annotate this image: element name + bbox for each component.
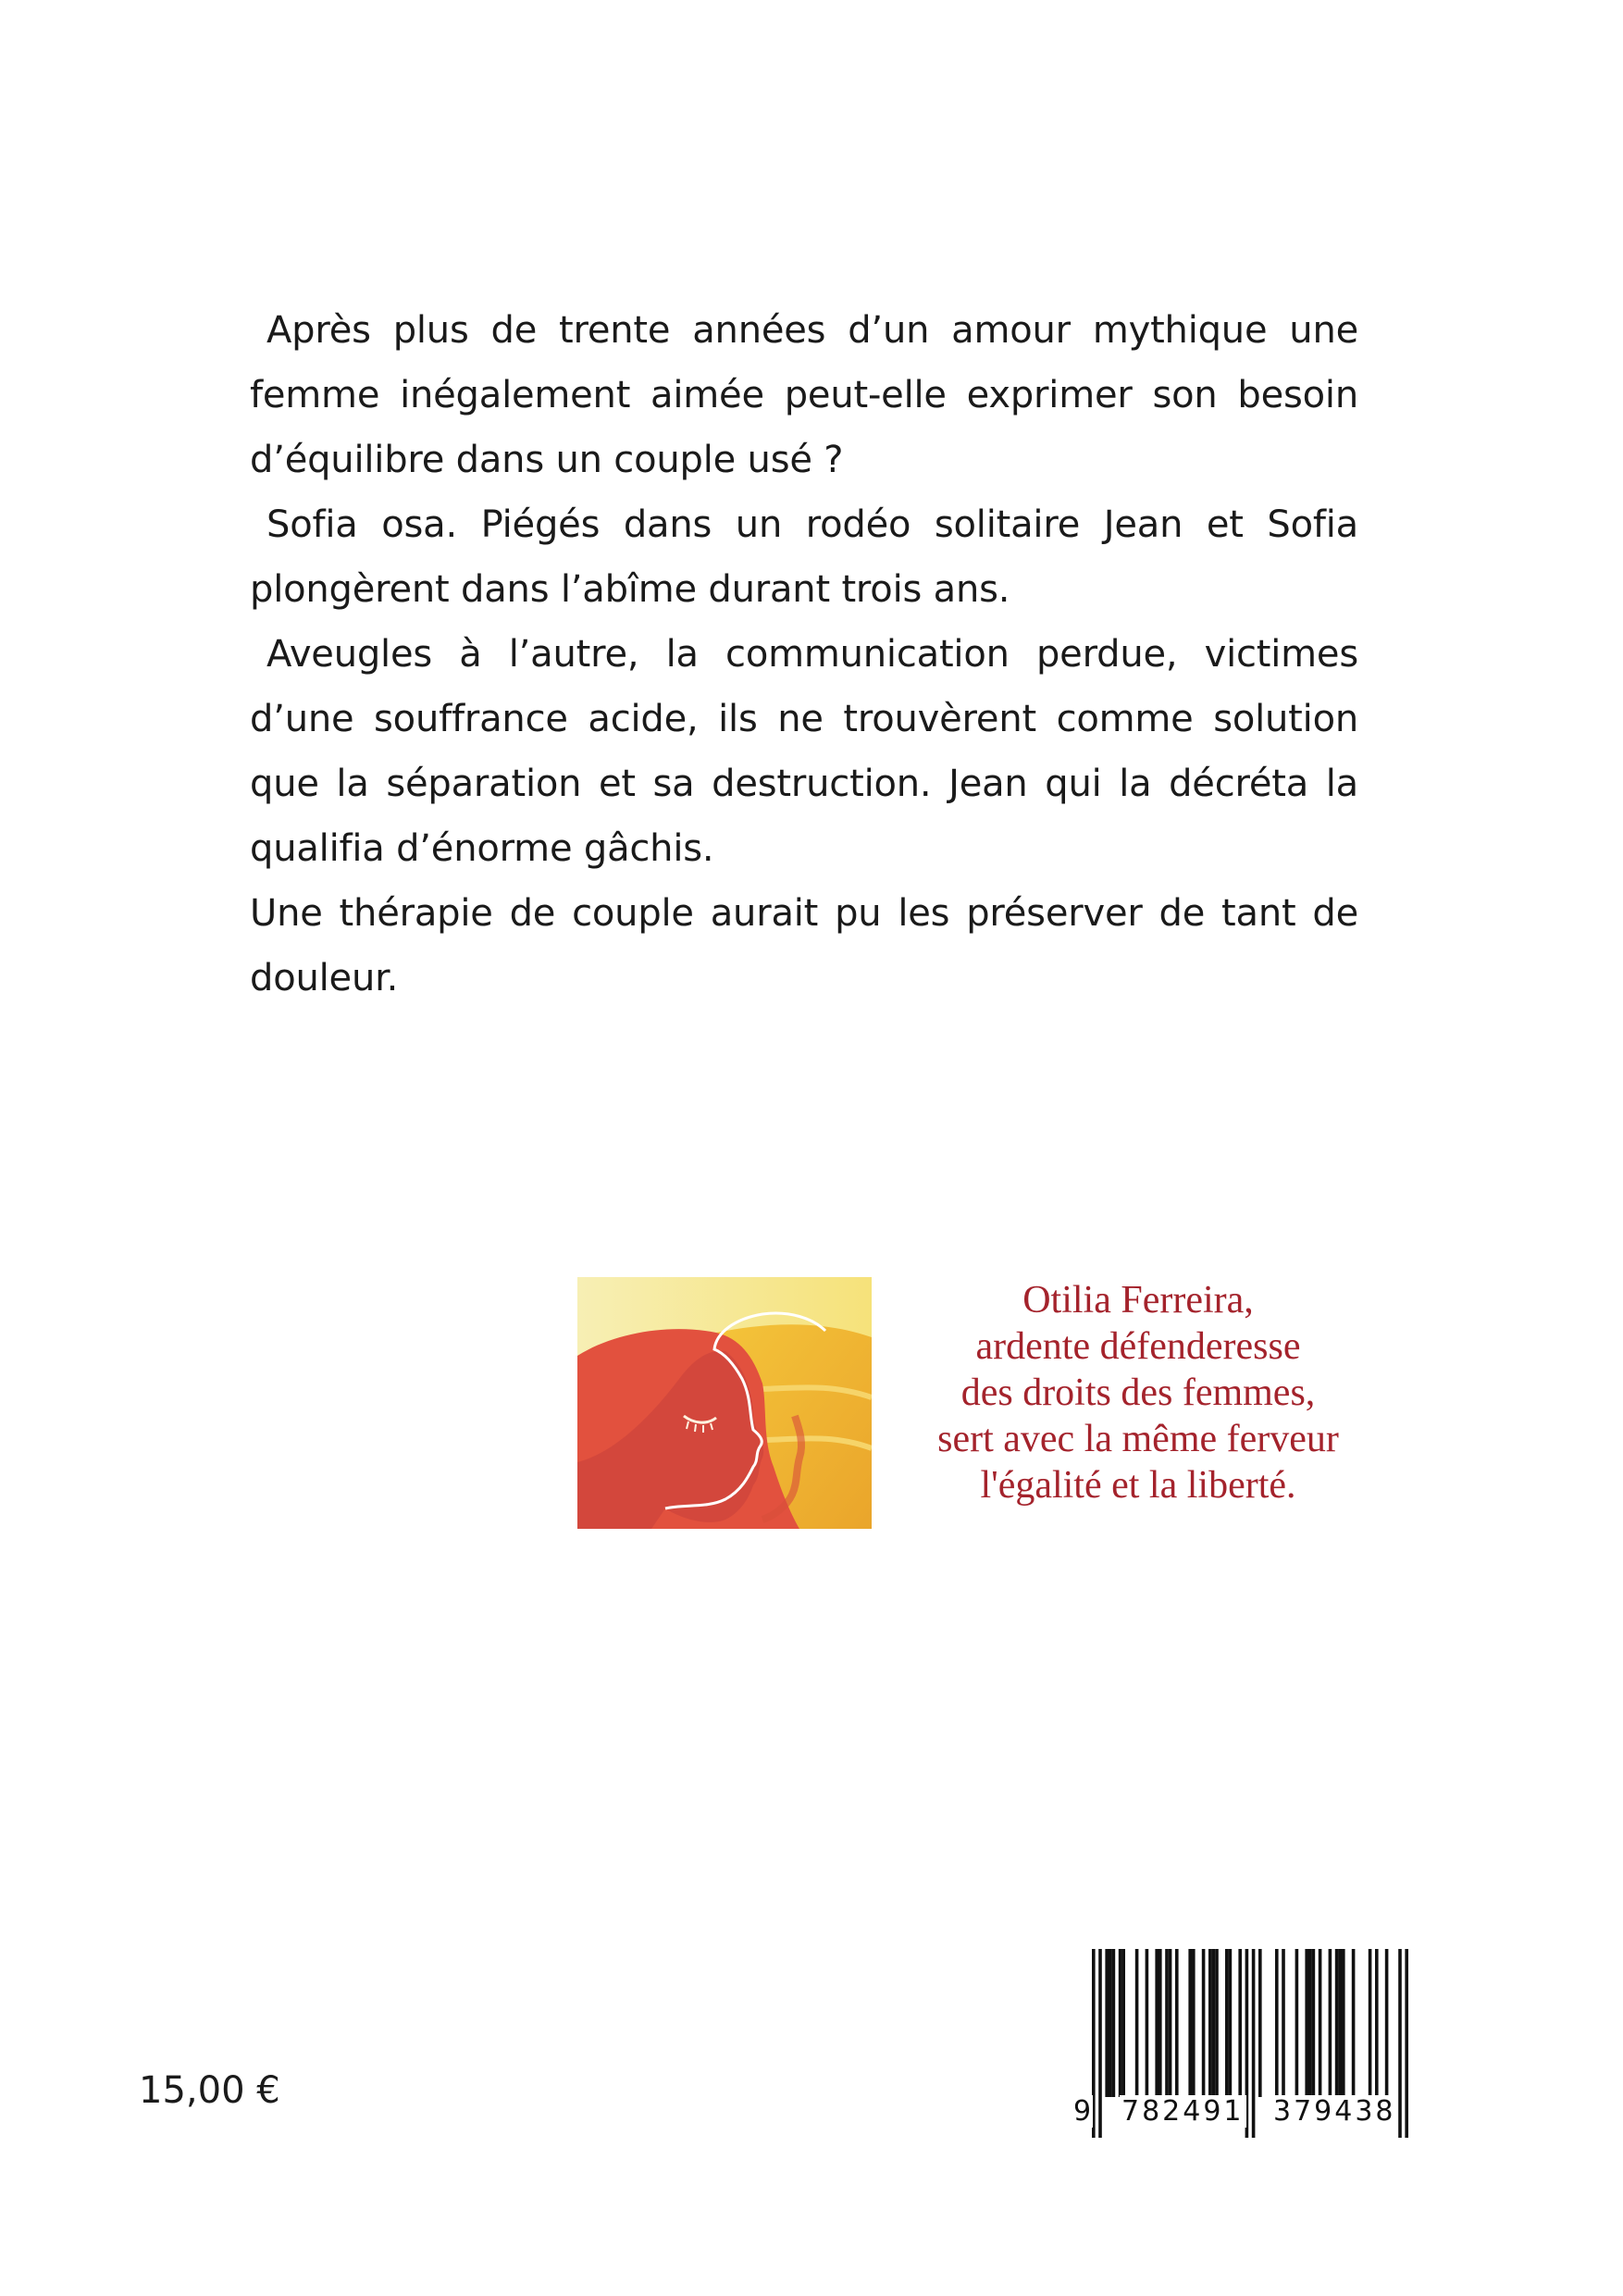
author-bio-line: ardente défenderesse: [975, 1325, 1301, 1368]
barcode-bar: [1119, 1949, 1122, 2097]
barcode-bar: [1375, 1949, 1379, 2097]
barcode-bar: [1338, 1949, 1342, 2097]
barcode-bar: [1352, 1949, 1356, 2097]
author-bio: [861, 1277, 1416, 1508]
barcode-bar: [1212, 1949, 1216, 2097]
blurb-paragraph: Après plus de trente années d’un amour mythique une femme inégalement aimée peut-elle exprimer son besoin d’équilibre dans un couple usé ?: [250, 309, 1358, 481]
barcode-bar: [1308, 1949, 1312, 2097]
barcode-bar: [1305, 1949, 1308, 2097]
isbn-left-group: 782491: [1121, 2095, 1245, 2128]
author-bio-line: sert avec la même ferveur: [937, 1418, 1339, 1460]
blurb-paragraph: Aveugles à l’autre, la communication perdue, victimes d’une souffrance acide, ils ne trouvèrent comme solution que la séparation et sa destruction. Jean qui la décréta la qualifia d’énorme gâchis.: [250, 633, 1358, 870]
barcode-bar: [1112, 1949, 1116, 2097]
barcode-bar: [1312, 1949, 1316, 2097]
barcode-bar: [1105, 1949, 1109, 2097]
barcode-bar: [1146, 1949, 1149, 2097]
author-artwork-image: [577, 1277, 872, 1529]
barcode-bar: [1295, 1949, 1299, 2097]
author-bio-line: Otilia Ferreira,: [1022, 1279, 1254, 1322]
barcode-bar: [1188, 1949, 1192, 2097]
barcode-bar: [1202, 1949, 1206, 2097]
barcode-bar: [1135, 1949, 1139, 2097]
back-cover-blurb: [250, 298, 1358, 1011]
isbn-digits: [1072, 2095, 1432, 2132]
author-bio-line: l'égalité et la liberté.: [980, 1464, 1296, 1507]
barcode-bar: [1385, 1949, 1389, 2097]
barcode-bar: [1238, 1949, 1242, 2097]
barcode-bar: [1342, 1949, 1345, 2097]
blurb-paragraph: Une thérapie de couple aurait pu les préserver de tant de douleur.: [250, 892, 1358, 999]
author-bio-line: des droits des femmes,: [960, 1371, 1316, 1414]
barcode-bar: [1229, 1949, 1233, 2097]
barcode-bar: [1329, 1949, 1332, 2097]
barcode-bar: [1335, 1949, 1339, 2097]
barcode-bar: [1155, 1949, 1158, 2097]
barcode-bar: [1319, 1949, 1322, 2097]
barcode-bar: [1369, 1949, 1372, 2097]
price-label: 15,00 €: [139, 2069, 280, 2112]
barcode-bar: [1215, 1949, 1219, 2097]
barcode-bar: [1121, 1949, 1125, 2097]
blurb-paragraph: Sofia osa. Piégés dans un rodéo solitaire Jean et Sofia plongèrent dans l’abîme durant trois ans.: [250, 503, 1358, 611]
isbn-first-digit: 9: [1073, 2095, 1092, 2128]
barcode-bar: [1165, 1949, 1169, 2097]
barcode-bar: [1275, 1949, 1279, 2097]
barcode-bar: [1169, 1949, 1172, 2097]
barcode-bar: [1208, 1949, 1212, 2097]
barcode-bar: [1109, 1949, 1112, 2097]
barcode-bar: [1158, 1949, 1162, 2097]
barcode-bar: [1282, 1949, 1285, 2097]
barcode-bar: [1258, 1949, 1262, 2097]
barcode-bar: [1175, 1949, 1179, 2097]
barcode-bar: [1225, 1949, 1229, 2097]
barcode-bar: [1192, 1949, 1196, 2097]
isbn-right-group: 379438: [1273, 2095, 1396, 2128]
